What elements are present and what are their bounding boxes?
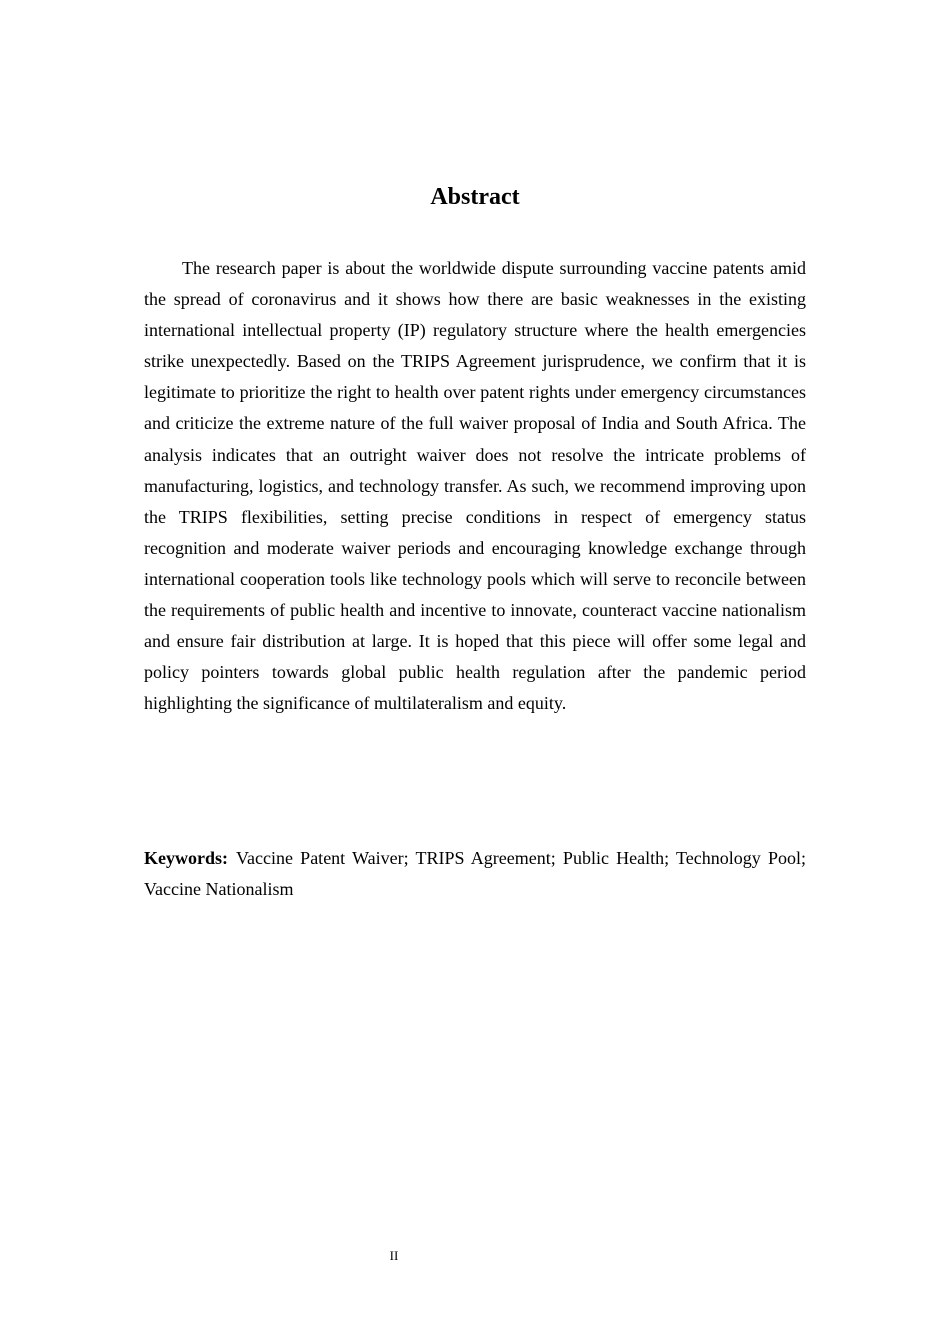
abstract-title: Abstract: [430, 184, 520, 210]
keywords-paragraph: [144, 843, 806, 905]
keywords-label: Keywords:: [144, 848, 228, 868]
keywords-list: Vaccine Patent Waiver; TRIPS Agreement; Public Health; Technology Pool; Vaccine Nationalism: [144, 848, 806, 899]
abstract-text: The research paper is about the worldwide dispute surrounding vaccine patents amid the spread of coronavirus and it shows how there are basic weaknesses in the existing international intellectual property (IP) regulatory structure where the health emergencies strike unexpectedly. Based on the TRIPS Agreement jurisprudence, we confirm that it is legitimate to prioritize the right to health over patent rights under emergency circumstances and criticize the extreme nature of the full waiver proposal of India and South Africa. The analysis indicates that an outright waiver does not resolve the intricate problems of manufacturing, logistics, and technology transfer. As such, we recommend improving upon the TRIPS flexibilities, setting precise conditions in respect of emergency status recognition and moderate waiver periods and encouraging knowledge exchange through international cooperation tools like technology pools which will serve to reconcile between the requirements of public health and incentive to innovate, counteract vaccine nationalism and ensure fair distribution at large. It is hoped that this piece will offer some legal and policy pointers towards global public health regulation after the pandemic period highlighting the significance of multilateralism and equity.: [144, 258, 806, 714]
page-number: II: [389, 1248, 399, 1263]
